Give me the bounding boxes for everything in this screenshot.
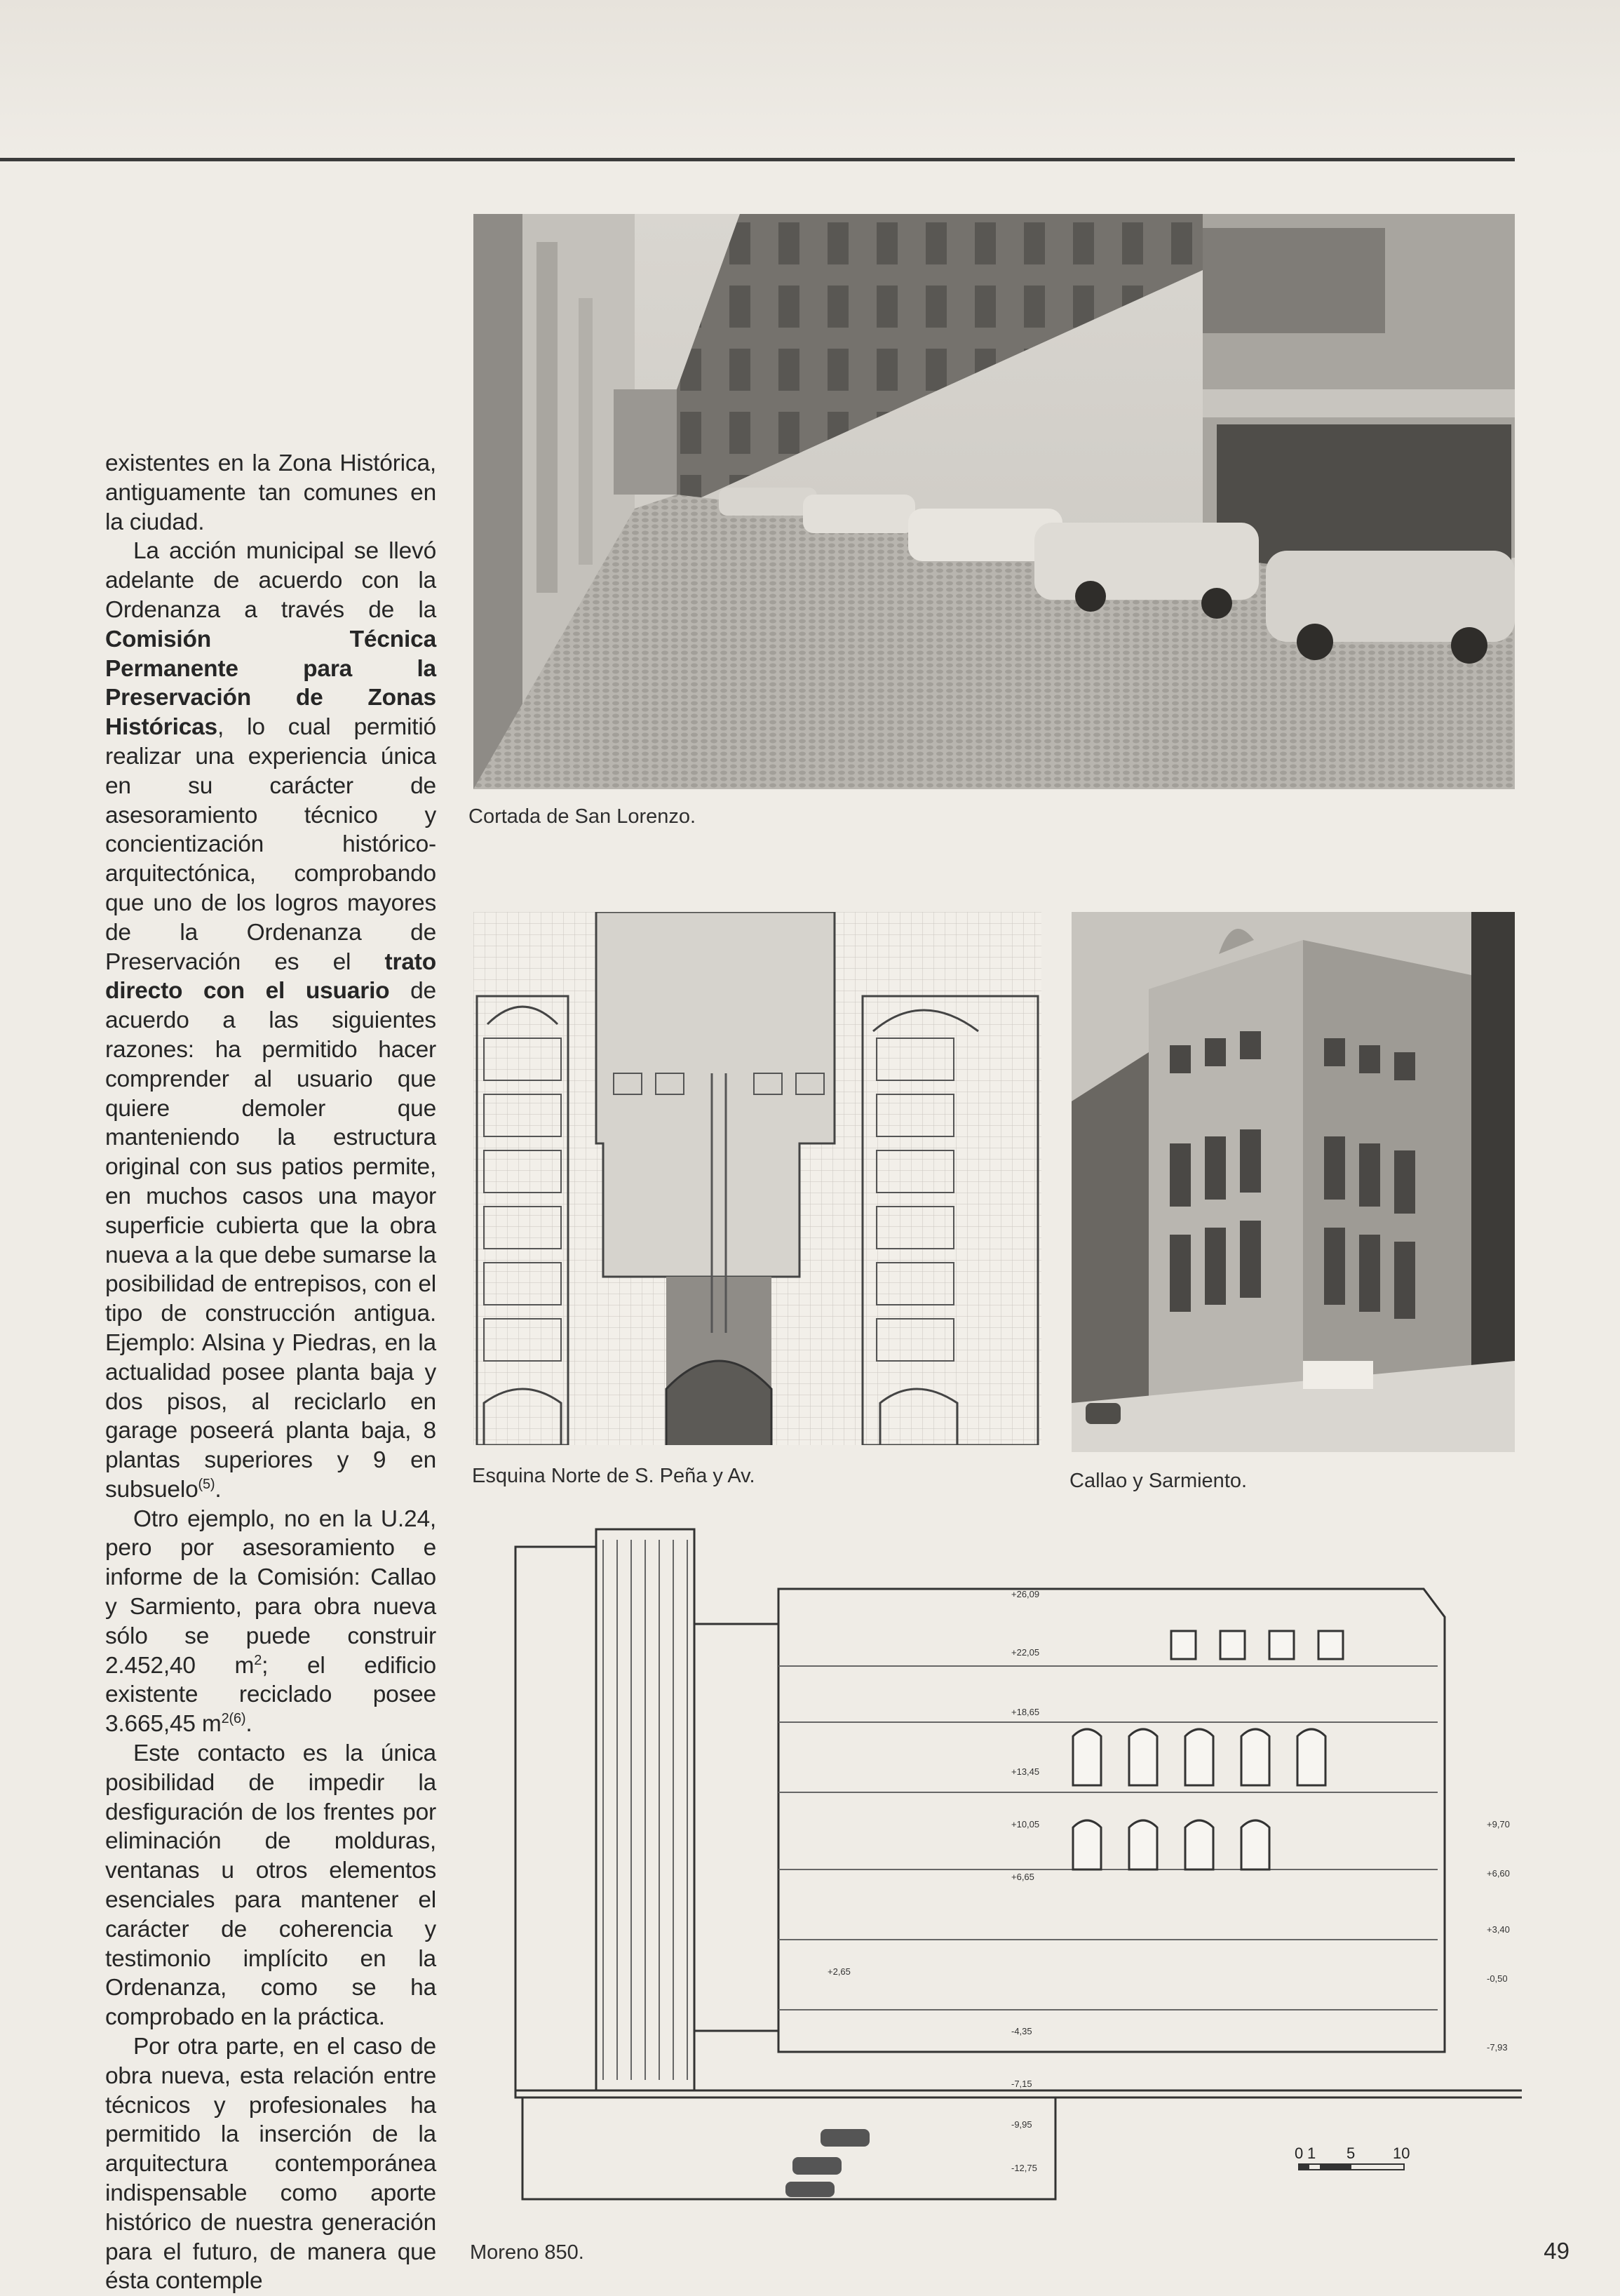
level-label: -7,93 xyxy=(1487,2042,1508,2053)
paragraph-4: Este contacto es la única posibilidad de impedir la desfiguración de los frentes por eliminación de molduras, ventanas u otros elementos esenciales para mantener el carácter de coherencia y testimonio implícito en la Ordenanza, como se ha comprobado en la práctica. xyxy=(105,1740,436,2031)
street-photo xyxy=(473,214,1515,789)
paragraph-2-end: . xyxy=(215,1476,222,1503)
level-label: -4,35 xyxy=(1011,2026,1032,2036)
footnote-ref-6: 2(6) xyxy=(221,1711,246,1727)
scale-label: 0 xyxy=(1295,2144,1304,2162)
page-number: 49 xyxy=(1544,2238,1570,2264)
scale-bar xyxy=(1295,2144,1410,2170)
paragraph-3 xyxy=(105,1505,436,1739)
header-rule xyxy=(0,158,1515,161)
scale-label: 5 xyxy=(1346,2144,1356,2162)
page-top-margin xyxy=(0,0,1620,161)
elevation-drawing xyxy=(473,912,1041,1445)
superscript-2: 2 xyxy=(254,1652,262,1668)
direct-treatment-bold: trato directo con el usuario xyxy=(105,948,436,1005)
level-label: +2,65 xyxy=(828,1966,851,1977)
level-label: -7,15 xyxy=(1011,2079,1032,2089)
corner-building-photo xyxy=(1072,912,1515,1452)
paragraph-2-part-a: La acción municipal se llevó adelante de acuerdo con la Ordenanza a través de la xyxy=(105,538,436,623)
level-label: -12,75 xyxy=(1011,2163,1037,2173)
footnote-ref-5: (5) xyxy=(198,1476,215,1492)
level-label: +22,05 xyxy=(1011,1647,1040,1658)
level-label: +13,45 xyxy=(1011,1766,1040,1777)
level-label: +26,09 xyxy=(1011,1589,1040,1599)
level-label: +18,65 xyxy=(1011,1707,1040,1717)
paragraph-2-part-c: de acuerdo a las siguientes razones: ha permitido hacer comprender al usuario que quiere demoler que manteniendo la estructura original con sus patios permite, en muchos casos una mayor superficie cubierta que la obra nueva a la que debe sumarse la posibilidad de entrepisos, con el tipo de construcción antigua. Ejemplo: Alsina y Piedras, en la actualidad posee planta baja y dos pisos, al reciclarlo en garage poseerá planta baja, 8 plantas superiores y 9 en subsuelo xyxy=(105,978,436,1503)
section-drawing-caption: Moreno 850. xyxy=(470,2241,584,2264)
paragraph-2 xyxy=(105,537,436,1504)
level-label: +3,40 xyxy=(1487,1924,1510,1935)
street-photo-caption: Cortada de San Lorenzo. xyxy=(468,805,696,828)
level-label: -9,95 xyxy=(1011,2119,1032,2130)
paragraph-5: Por otra parte, en el caso de obra nueva, esta relación entre técnicos y profesionales ha permitido la inserción de la arquitectura contemporánea indispensable como aporte histórico de nuestra generación para el futuro, de manera que ésta contemple xyxy=(105,2034,436,2295)
level-label: +6,60 xyxy=(1487,1868,1510,1879)
paragraph-3-part-b: ; el edificio existente reciclado posee 3.665,45 m xyxy=(105,1652,436,1738)
level-label: +10,05 xyxy=(1011,1819,1040,1830)
level-label: +6,65 xyxy=(1011,1872,1034,1882)
scale-label: 10 xyxy=(1393,2144,1410,2162)
body-text-column xyxy=(105,449,436,2296)
paragraph-3-part-a: Otro ejemplo, no en la U.24, pero por asesoramiento e informe de la Comisión: Callao y Sarmiento, para obra nueva sólo se puede construir 2.452,40 m xyxy=(105,1505,436,1679)
paragraph-2-part-b: , lo cual permitió realizar una experiencia única en su carácter de asesoramiento técnico y concientización histórico-arquitectónica, comprobando que uno de los logros mayores de la Ordenanza de Preservación es el xyxy=(105,714,436,975)
commission-name-bold: Comisión Técnica Permanente para la Preservación de Zonas Históricas xyxy=(105,626,436,741)
elevation-drawing-caption: Esquina Norte de S. Peña y Av. xyxy=(472,1465,755,1487)
scale-label: 1 xyxy=(1307,2144,1316,2162)
paragraph-1: existentes en la Zona Histórica, antiguamente tan comunes en la ciudad. xyxy=(105,450,436,535)
section-drawing xyxy=(512,1519,1522,2213)
paragraph-3-end: . xyxy=(245,1711,252,1738)
level-label: -0,50 xyxy=(1487,1973,1508,1984)
corner-building-caption: Callao y Sarmiento. xyxy=(1069,1470,1248,1492)
level-label: +9,70 xyxy=(1487,1819,1510,1830)
